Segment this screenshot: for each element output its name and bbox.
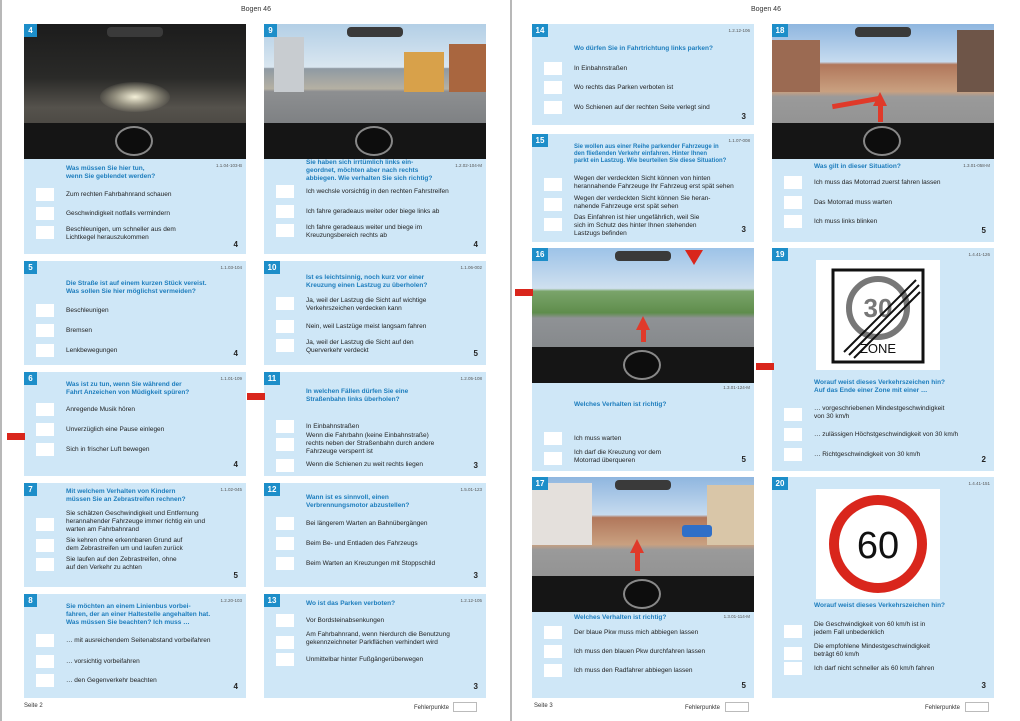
answer-text: Sie laufen auf den Zebrastreifen, ohne auf den Verkehr zu achten: [66, 556, 177, 572]
question-number: 19: [772, 248, 788, 261]
sign-speed-text: 30: [863, 293, 893, 323]
margin-marker: [7, 433, 25, 440]
question-code: 1.4.41-126: [968, 252, 990, 257]
answer-text: … vorgeschriebenen Mindestgeschwindigkeit von 30 km/h: [814, 405, 945, 421]
question-number: 5: [24, 261, 37, 274]
answer-checkbox[interactable]: [276, 339, 294, 352]
answer-checkbox[interactable]: [36, 344, 54, 357]
answer-checkbox[interactable]: [276, 636, 294, 649]
answer-checkbox[interactable]: [544, 101, 562, 114]
answer-checkbox[interactable]: [36, 423, 54, 436]
question-code: 1.1.04-103-B: [215, 163, 242, 168]
answer-checkbox[interactable]: [36, 226, 54, 239]
answer-checkbox[interactable]: [36, 324, 54, 337]
answer-checkbox[interactable]: [544, 62, 562, 75]
error-points-box[interactable]: [965, 702, 989, 712]
question-number: 16: [532, 248, 548, 261]
margin-marker: [756, 363, 774, 370]
question-text: Ist es leichtsinnig, noch kurz vor einer Kreuzung einen Lastzug zu überholen?: [306, 274, 428, 289]
page-header: Bogen 46: [751, 6, 781, 13]
answer-text: Anregende Musik hören: [66, 406, 136, 413]
question-text: Sie haben sich irrtümlich links ein- geordnet, möchten aber nach rechts abbiegen. Wie verhalten Sie sich richtig?: [306, 159, 433, 182]
answer-text: Zum rechten Fahrbahnrand schauen: [66, 191, 172, 198]
question-code: 1.2.12-105: [460, 598, 482, 603]
answer-text: Wegen der verdeckten Sicht können Sie heran- nahende Fahrzeuge erst spät sehen: [574, 195, 711, 211]
answer-checkbox[interactable]: [36, 304, 54, 317]
error-points-label: Fehlerpunkte: [685, 705, 721, 711]
question-number: 8: [24, 594, 37, 607]
answer-checkbox[interactable]: [544, 178, 562, 191]
question-photo: [772, 24, 994, 159]
question-text: Was müssen Sie hier tun, wenn Sie geblendet werden?: [66, 165, 156, 180]
answer-checkbox[interactable]: [36, 443, 54, 456]
answer-checkbox[interactable]: [784, 647, 802, 660]
answer-text: … vorsichtig vorbeifahren: [66, 658, 140, 665]
question-photo: [24, 24, 246, 159]
question-text: Wo dürfen Sie in Fahrtrichtung links parken?: [574, 45, 713, 52]
question-number: 20: [772, 477, 788, 490]
question-text: Was gilt in dieser Situation?: [814, 163, 901, 170]
question-text: Sie möchten an einem Linienbus vorbei- fahren, der an einer Haltestelle angehalten hat. Was müssen Sie beachten? Ich muss …: [66, 603, 211, 626]
answer-text: … Richtgeschwindigkeit von 30 km/h: [814, 451, 921, 458]
left-page: [2, 0, 510, 721]
question-code: 1.3.01-124-M: [723, 385, 750, 390]
question-code: 1.3.01-114-M: [723, 614, 750, 619]
error-points: 4: [233, 240, 238, 249]
answer-text: Beim Warten an Kreuzungen mit Stoppschild: [306, 560, 436, 567]
answer-text: Der blaue Pkw muss mich abbiegen lassen: [574, 629, 699, 636]
answer-text: Ich muss den blauen Pkw durchfahren lassen: [574, 648, 706, 655]
answer-checkbox[interactable]: [36, 207, 54, 220]
answer-text: Die Geschwindigkeit von 60 km/h ist in jedem Fall unbedenklich: [814, 621, 926, 637]
question-number: 15: [532, 134, 548, 147]
answer-text: Unmittelbar hinter Fußgängerüberwegen: [306, 656, 424, 663]
question-number: 9: [264, 24, 277, 37]
answer-checkbox[interactable]: [784, 428, 802, 441]
answer-checkbox[interactable]: [276, 320, 294, 333]
question-code: 1.4.41-151: [968, 481, 990, 486]
error-points: 5: [473, 349, 478, 358]
answer-text: Wo rechts das Parken verboten ist: [574, 84, 674, 91]
answer-text: Ja, weil der Lastzug die Sicht auf wichtige Verkehrszeichen verdecken kann: [306, 297, 427, 313]
question-photo: [532, 248, 754, 383]
answer-text: Wegen der verdeckten Sicht können von hinten herannahende Fahrzeuge Ihr Fahrzeug erst spät sehen: [574, 175, 734, 191]
error-points: 3: [473, 461, 478, 470]
question-number: 10: [264, 261, 280, 274]
error-points-label: Fehlerpunkte: [414, 705, 450, 711]
answer-checkbox[interactable]: [36, 539, 54, 552]
answer-text: … zulässigen Höchstgeschwindigkeit von 30 km/h: [814, 431, 959, 438]
question-card-18: [772, 22, 994, 242]
question-code: 1.1.06-002: [460, 265, 482, 270]
question-code: 1.1.07-008: [728, 138, 750, 143]
answer-checkbox[interactable]: [784, 625, 802, 638]
answer-text: In Einbahnstraßen: [306, 423, 360, 430]
yield-sign-icon: [685, 250, 703, 265]
answer-text: Das Motorrad muss warten: [814, 199, 893, 206]
question-card-19: [772, 246, 994, 471]
answer-text: Am Fahrbahnrand, wenn hierdurch die Benutzung gekennzeichneter Parkflächen verhindert wird: [306, 631, 450, 647]
answer-checkbox[interactable]: [544, 218, 562, 231]
question-code: 1.1.01-109: [220, 376, 242, 381]
error-points: 3: [741, 225, 746, 234]
margin-marker: [515, 289, 533, 296]
question-code: 1.1.02-045: [220, 487, 242, 492]
error-points: 5: [981, 226, 986, 235]
error-points: 4: [233, 460, 238, 469]
answer-checkbox[interactable]: [276, 205, 294, 218]
error-points: 3: [981, 681, 986, 690]
question-number: 11: [264, 372, 280, 385]
answer-checkbox[interactable]: [544, 452, 562, 465]
question-card-15: [532, 132, 754, 242]
answer-checkbox[interactable]: [36, 518, 54, 531]
answer-text: Bremsen: [66, 327, 93, 334]
question-photo: [532, 477, 754, 612]
blue-car-icon: [682, 525, 712, 537]
answer-checkbox[interactable]: [784, 408, 802, 421]
question-card-5: [24, 259, 246, 365]
answer-text: Wenn die Schienen zu weit rechts liegen: [306, 461, 423, 468]
question-text: Worauf weist dieses Verkehrszeichen hin?: [814, 602, 946, 609]
question-code: 1.1.03-104: [220, 265, 242, 270]
question-text: Welches Verhalten ist richtig?: [574, 401, 667, 408]
end-30-zone-sign-icon: [816, 260, 940, 370]
answer-checkbox[interactable]: [784, 662, 802, 675]
sign-image: [816, 260, 940, 370]
question-code: 1.2.05-108: [460, 376, 482, 381]
answer-checkbox[interactable]: [276, 420, 294, 433]
question-text: Welches Verhalten ist richtig?: [574, 614, 667, 621]
question-card-20: [772, 475, 994, 698]
error-points: 5: [741, 681, 746, 690]
question-card-13: [264, 592, 486, 698]
question-number: 17: [532, 477, 548, 490]
question-code: 1.3.01-058-M: [963, 163, 990, 168]
question-code: 1.2.20-103: [220, 598, 242, 603]
question-text: Wo ist das Parken verboten?: [306, 600, 396, 607]
answer-text: Ich wechsle vorsichtig in den rechten Fahrstreifen: [306, 188, 449, 195]
question-text: Wann ist es sinnvoll, einen Verbrennungsmotor abzustellen?: [306, 494, 410, 509]
answer-checkbox[interactable]: [544, 626, 562, 639]
error-points: 3: [741, 112, 746, 121]
question-card-17: [532, 475, 754, 698]
page-header: Bogen 46: [241, 6, 271, 13]
question-text: In welchen Fällen dürfen Sie eine Straßenbahn links überholen?: [306, 388, 409, 403]
answer-checkbox[interactable]: [544, 432, 562, 445]
page-number: Seite 3: [534, 703, 553, 709]
answer-checkbox[interactable]: [276, 297, 294, 310]
error-points-label: Fehlerpunkte: [925, 705, 961, 711]
question-card-11: [264, 370, 486, 476]
answer-checkbox[interactable]: [784, 448, 802, 461]
answer-checkbox[interactable]: [36, 558, 54, 571]
answer-checkbox[interactable]: [276, 653, 294, 666]
error-points: 5: [741, 455, 746, 464]
question-card-14: [532, 22, 754, 125]
answer-text: Bei längerem Warten an Bahnübergängen: [306, 520, 428, 527]
sign-image: [816, 489, 940, 599]
answer-checkbox[interactable]: [276, 459, 294, 472]
question-number: 13: [264, 594, 280, 607]
answer-checkbox[interactable]: [276, 537, 294, 550]
error-points: 4: [233, 349, 238, 358]
question-card-16: [532, 246, 754, 471]
question-card-6: [24, 370, 246, 476]
answer-checkbox[interactable]: [276, 517, 294, 530]
right-page: [512, 0, 1020, 721]
error-points-box[interactable]: [725, 702, 749, 712]
answer-checkbox[interactable]: [544, 198, 562, 211]
error-points: 5: [233, 571, 238, 580]
answer-checkbox[interactable]: [544, 81, 562, 94]
answer-text: Beschleunigen, um schneller aus dem Lichtkegel herauszukommen: [66, 226, 176, 242]
answer-text: Ja, weil der Lastzug die Sicht auf den Querverkehr verdeckt: [306, 339, 414, 355]
answer-checkbox[interactable]: [276, 557, 294, 570]
question-text: Was ist zu tun, wenn Sie während der Fahrt Anzeichen von Müdigkeit spüren?: [66, 381, 190, 396]
question-code: 1.5.01-123: [460, 487, 482, 492]
answer-text: Ich fahre geradeaus weiter und biege im Kreuzungsbereich rechts ab: [306, 224, 422, 240]
question-number: 18: [772, 24, 788, 37]
answer-checkbox[interactable]: [36, 674, 54, 687]
question-card-12: [264, 481, 486, 587]
question-photo: [264, 24, 486, 159]
question-text: Mit welchem Verhalten von Kindern müssen Sie an Zebrastreifen rechnen?: [66, 488, 186, 503]
answer-text: Beim Be- und Entladen des Fahrzeugs: [306, 540, 418, 547]
question-code: 1.2.12-106: [728, 28, 750, 33]
answer-text: Geschwindigkeit notfalls vermindern: [66, 210, 171, 217]
sign-zone-text: ZONE: [859, 341, 897, 356]
question-number: 12: [264, 483, 280, 496]
answer-text: Ich muss links blinken: [814, 218, 878, 225]
answer-text: Die empfohlene Mindestgeschwindigkeit beträgt 60 km/h: [814, 643, 930, 659]
question-code: 1.2.02-104-M: [455, 163, 482, 168]
sign-speed-text: 60: [856, 525, 900, 567]
answer-text: Ich muss das Motorrad zuerst fahren lassen: [814, 179, 941, 186]
answer-checkbox[interactable]: [276, 614, 294, 627]
speed-limit-60-sign-icon: [816, 489, 940, 599]
question-number: 14: [532, 24, 548, 37]
margin-marker: [247, 393, 265, 400]
answer-text: … den Gegenverkehr beachten: [66, 677, 157, 684]
answer-text: Ich muss den Radfahrer abbiegen lassen: [574, 667, 693, 674]
question-number: 6: [24, 372, 37, 385]
page-number: Seite 2: [24, 703, 43, 709]
question-card-8: [24, 592, 246, 698]
answer-text: Das Einfahren ist hier ungefährlich, weil Sie sich im Schutz des hinter Ihnen stehenden Lastzugs befinden: [574, 214, 700, 238]
answer-text: Nein, weil Lastzüge meist langsam fahren: [306, 323, 427, 330]
question-card-4: [24, 22, 246, 254]
answer-checkbox[interactable]: [544, 645, 562, 658]
error-points: 3: [473, 571, 478, 580]
answer-checkbox[interactable]: [36, 634, 54, 647]
answer-text: Ich muss warten: [574, 435, 622, 442]
question-card-9: [264, 22, 486, 254]
question-card-7: [24, 481, 246, 587]
question-number: 4: [24, 24, 37, 37]
answer-checkbox[interactable]: [36, 188, 54, 201]
answer-checkbox[interactable]: [276, 438, 294, 451]
error-points: 4: [233, 682, 238, 691]
question-text: Sie wollen aus einer Reihe parkender Fahrzeuge in den fließenden Verkehr einfahren. Hinter Ihnen parkt ein Lastzug. Wie beurteilen Sie diese Situation?: [574, 144, 727, 165]
answer-text: Sie kehren ohne erkennbaren Grund auf dem Zebrastreifen um und laufen zurück: [66, 537, 183, 553]
answer-checkbox[interactable]: [36, 655, 54, 668]
answer-checkbox[interactable]: [784, 215, 802, 228]
error-points-box[interactable]: [453, 702, 477, 712]
answer-text: Ich darf die Kreuzung vor dem Motorrad überqueren: [574, 449, 662, 465]
question-card-10: [264, 259, 486, 365]
answer-text: Ich fahre geradeaus weiter oder biege links ab: [306, 208, 440, 215]
answer-text: … mit ausreichendem Seitenabstand vorbeifahren: [66, 637, 211, 644]
error-points: 3: [473, 682, 478, 691]
answer-text: Ich darf nicht schneller als 60 km/h fahren: [814, 665, 935, 672]
answer-text: Lenkbewegungen: [66, 347, 118, 354]
answer-text: In Einbahnstraßen: [574, 65, 628, 72]
error-points: 2: [981, 455, 986, 464]
answer-checkbox[interactable]: [36, 403, 54, 416]
answer-text: Wo Schienen auf der rechten Seite verlegt sind: [574, 104, 710, 111]
question-text: Worauf weist dieses Verkehrszeichen hin? Auf das Ende einer Zone mit einer …: [814, 379, 946, 394]
answer-checkbox[interactable]: [784, 176, 802, 189]
answer-text: Beschleunigen: [66, 307, 109, 314]
error-points: 4: [473, 240, 478, 249]
answer-checkbox[interactable]: [544, 664, 562, 677]
answer-checkbox[interactable]: [276, 185, 294, 198]
answer-checkbox[interactable]: [276, 224, 294, 237]
answer-text: Wenn die Fahrbahn (keine Einbahnstraße) rechts neben der Straßenbahn durch andere Fahrzeuge versperrt ist: [306, 432, 435, 456]
answer-text: Sie schätzen Geschwindigkeit und Entfernung herannahender Fahrzeuge immer richtig ein und warten am Fahrbahnrand: [66, 510, 206, 534]
answer-text: Unverzüglich eine Pause einlegen: [66, 426, 165, 433]
answer-text: Sich in frischer Luft bewegen: [66, 446, 150, 453]
question-number: 7: [24, 483, 37, 496]
answer-checkbox[interactable]: [784, 196, 802, 209]
question-text: Die Straße ist auf einem kurzen Stück vereist. Was sollen Sie hier möglichst vermeiden?: [66, 280, 207, 295]
answer-text: Vor Bordsteinabsenkungen: [306, 617, 385, 624]
